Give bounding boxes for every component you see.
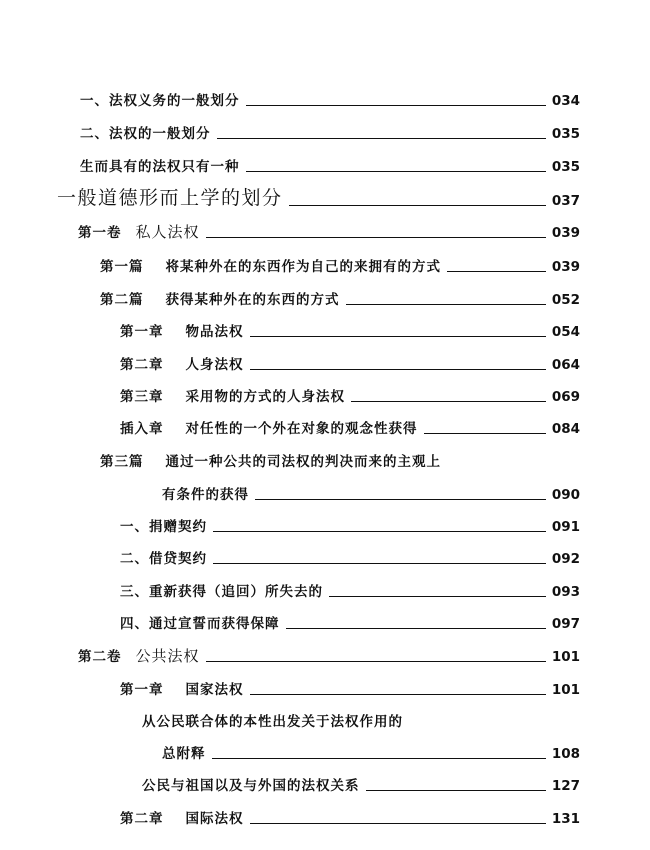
- toc-entry: [120, 611, 580, 633]
- toc-entry: [120, 416, 580, 438]
- toc-entry: [100, 287, 580, 309]
- toc-leader: [217, 138, 547, 139]
- toc-entry-title: 有条件的获得: [162, 487, 249, 503]
- toc-entry: [100, 254, 580, 276]
- toc-entry-label: 第二章: [120, 357, 164, 373]
- toc-entry-page: 108: [551, 746, 580, 762]
- toc-entry: [120, 677, 580, 699]
- toc-entry: [120, 384, 580, 406]
- toc-entry-label: 第二章: [120, 811, 164, 827]
- toc-entry-title: 二、法权的一般划分: [80, 126, 211, 142]
- toc-leader: [213, 531, 546, 532]
- toc-entry-title: 从公民联合体的本性出发关于法权作用的: [142, 714, 403, 730]
- toc-entry: [120, 319, 580, 341]
- toc-entry-label: 第三章: [120, 389, 164, 405]
- toc-entry-title: 一般道德形而上学的划分: [57, 187, 283, 209]
- toc-leader: [250, 369, 547, 370]
- toc-entry-label: 第一章: [120, 682, 164, 698]
- toc-entry: [142, 773, 580, 795]
- toc-entry-title: 三、重新获得（追回）所失去的: [120, 584, 323, 600]
- toc-entry-title: 人身法权: [185, 357, 244, 373]
- toc-entry-page: 127: [551, 778, 580, 794]
- toc-entry: [120, 579, 580, 601]
- toc-entry-title: 将某种外在的东西作为自己的来拥有的方式: [165, 259, 441, 275]
- toc-entry-title: 国际法权: [185, 811, 244, 827]
- toc-entry-title: 一、法权义务的一般划分: [80, 93, 240, 109]
- toc-entry-title: 生而具有的法权只有一种: [80, 159, 240, 175]
- toc-leader: [246, 105, 547, 106]
- toc-volume-entry: [78, 644, 580, 666]
- toc-leader: [250, 823, 547, 824]
- toc-entry-page: 054: [551, 324, 580, 340]
- toc-leader: [447, 271, 546, 272]
- toc-entry-title: 采用物的方式的人身法权: [185, 389, 345, 405]
- toc-leader: [212, 758, 547, 759]
- toc-entry-title: 总附释: [162, 746, 206, 762]
- toc-entry-page: 035: [551, 159, 580, 175]
- toc-entry-page: 101: [551, 649, 580, 665]
- toc-entry-label: 第一篇: [100, 259, 144, 275]
- toc-entry: [162, 741, 580, 763]
- toc-entry-page: 039: [551, 225, 580, 241]
- toc-entry-page: 092: [551, 551, 580, 567]
- toc-entry-page: 093: [551, 584, 580, 600]
- toc-entry-title: 获得某种外在的东西的方式: [165, 292, 340, 308]
- toc-leader: [206, 661, 546, 662]
- toc-entry: [80, 88, 580, 110]
- toc-leader: [366, 790, 547, 791]
- toc-entry-label: 第二卷: [78, 649, 122, 665]
- toc-entry-title: 通过一种公共的司法权的判决而来的主观上: [165, 454, 441, 470]
- toc-entry-page: 101: [551, 682, 580, 698]
- toc-entry: [80, 154, 580, 176]
- toc-entry: [162, 482, 580, 504]
- toc-entry-page: 052: [551, 292, 580, 308]
- toc-entry-title: 四、通过宣誓而获得保障: [120, 616, 280, 632]
- toc-entry-page: 091: [551, 519, 580, 535]
- toc-leader: [213, 563, 546, 564]
- toc-entry-page: 037: [551, 193, 580, 209]
- toc-leader: [289, 205, 546, 206]
- toc-entry-page: 131: [551, 811, 580, 827]
- toc-leader: [250, 336, 547, 337]
- toc-entry-title: 私人法权: [135, 223, 200, 241]
- toc-heading-line: [100, 449, 580, 471]
- toc-entry-label: 第一章: [120, 324, 164, 340]
- toc-entry-page: 090: [551, 487, 580, 503]
- toc-entry-page: 064: [551, 357, 580, 373]
- toc-leader: [424, 433, 547, 434]
- toc-entry-title: 公民与祖国以及与外国的法权关系: [142, 778, 360, 794]
- toc-entry-label: 第一卷: [78, 225, 122, 241]
- toc-entry-page: 039: [551, 259, 580, 275]
- toc-heading-line: [142, 709, 580, 731]
- toc-entry-title: 国家法权: [185, 682, 244, 698]
- toc-section-entry: [57, 184, 580, 210]
- toc-leader: [255, 499, 546, 500]
- toc-entry-page: 034: [551, 93, 580, 109]
- toc-entry: [120, 546, 580, 568]
- toc-leader: [351, 401, 546, 402]
- toc-entry: [120, 514, 580, 536]
- toc-leader: [329, 596, 546, 597]
- toc-entry-label: 第三篇: [100, 454, 144, 470]
- toc-leader: [206, 237, 546, 238]
- toc-leader: [250, 694, 547, 695]
- toc-entry-title: 二、借贷契约: [120, 551, 207, 567]
- toc-entry: [80, 121, 580, 143]
- toc-entry-title: 对任性的一个外在对象的观念性获得: [185, 421, 418, 437]
- toc-leader: [246, 171, 547, 172]
- toc-leader: [346, 304, 547, 305]
- toc-entry-page: 035: [551, 126, 580, 142]
- toc-leader: [286, 628, 547, 629]
- toc-entry-label: 插入章: [120, 421, 164, 437]
- toc-volume-entry: [78, 220, 580, 242]
- toc-entry: [120, 806, 580, 828]
- toc-entry-page: 084: [551, 421, 580, 437]
- toc-entry-title: 公共法权: [135, 647, 200, 665]
- toc-entry-label: 第二篇: [100, 292, 144, 308]
- toc-entry-page: 069: [551, 389, 580, 405]
- toc-entry-title: 物品法权: [185, 324, 244, 340]
- toc-entry-title: 一、捐赠契约: [120, 519, 207, 535]
- toc-entry: [120, 352, 580, 374]
- toc-entry-page: 097: [551, 616, 580, 632]
